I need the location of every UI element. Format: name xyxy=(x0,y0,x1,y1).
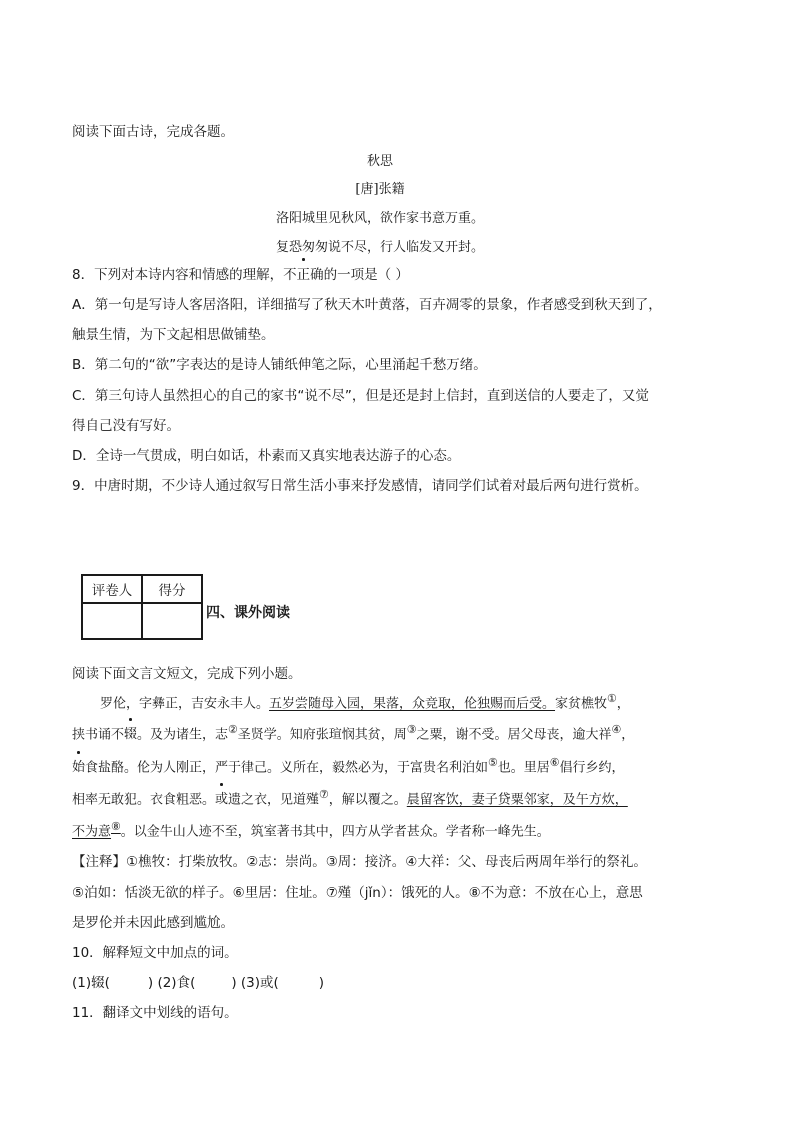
note-ref: ⑦ xyxy=(319,788,329,801)
note-ref: ② xyxy=(228,723,238,736)
question-10: 10．解释短文中加点的词。 xyxy=(72,945,238,961)
score-table-header-grader: 评卷人 xyxy=(82,575,142,603)
option-a-cont: 触景生情，为下文起相思做铺垫。 xyxy=(72,327,275,343)
passage-line: 不为意⑧。以金牛山人迹不至，筑室著书其中，四方从学者甚众。学者称一峰先生。 xyxy=(72,820,550,840)
notes-line: 是罗伦并未因此感到尴尬。 xyxy=(72,915,234,931)
note-ref: ⑥ xyxy=(549,756,560,769)
passage-line: 罗伦，字彝正，吉安永丰人。五岁尝随母入园，果落，众竞取，伦独赐而后受。家贫樵牧①， xyxy=(100,692,630,712)
score-table-header-score: 得分 xyxy=(142,575,202,603)
option-a: A．第一句是写诗人客居洛阳，详细描写了秋天木叶黄落，百卉凋零的景象，作者感受到秋天到了， xyxy=(72,297,662,313)
option-c-cont: 得自己没有写好。 xyxy=(72,418,180,434)
poem-line: 复恐匆匆说不尽，行人临发又开封。 xyxy=(275,240,484,255)
notes-line: ⑤泊如：恬淡无欲的样子。⑥里居：住址。⑦殣（jǐn）：饿死的人。⑧不为意：不放在心上，意思 xyxy=(72,885,643,901)
underlined-sentence: 五岁尝随母入园，果落，众竞取，伦独赐而后受。 xyxy=(269,696,556,712)
note-ref: ⑧ xyxy=(111,820,121,833)
note-ref: ③ xyxy=(406,723,417,736)
emphasis-word: 或 xyxy=(215,788,228,807)
note-ref: ④ xyxy=(611,723,622,736)
question-9: 9．中唐时期，不少诗人通过叙写日常生活小事来抒发感情，请同学们试着对最后两句进行赏析。 xyxy=(72,478,648,494)
question-8 xyxy=(72,263,409,283)
poem-line: 洛阳城里见秋风，欲作家书意万重。 xyxy=(275,211,484,226)
note-ref: ① xyxy=(607,692,617,705)
option-b: B．第二句的“欲”字表达的是诗人铺纸伸笔之际，心里涌起千愁万绪。 xyxy=(72,357,487,373)
question-text: 的一项是（ ） xyxy=(323,267,409,283)
notes-line: 【注释】①樵牧：打柴放牧。②志：崇尚。③周：接济。④大祥：父、母丧后两周年举行的祭礼。 xyxy=(72,854,647,870)
underlined-sentence: 不为意 xyxy=(72,824,112,840)
section-heading: 四、课外阅读 xyxy=(206,605,290,621)
option-d: D．全诗一气贯成，明白如话，朴素而又真实地表达游子的心态。 xyxy=(72,448,461,464)
score-table-cell[interactable] xyxy=(82,603,142,639)
passage-line: 始食盐酪。伦为人刚正，严于律己。义所在，毅然必为，于富贵名利泊如⑤也。里居⑥倡行乡约， xyxy=(72,756,625,776)
note-ref: ⑤ xyxy=(488,756,498,769)
emphasis-word: 不正确 xyxy=(283,267,324,283)
poem-title: 秋思 xyxy=(366,154,393,169)
score-table-cell[interactable] xyxy=(142,603,202,639)
passage-line: 挟书诵不辍。及为诸生，志②圣贤学。知府张瑄悯其贫，周③之粟，谢不受。居父母丧，逾大祥④， xyxy=(72,723,635,743)
passage-line: 相率无敢犯。衣食粗恶。或遗之衣，见道殣⑦，解以覆之。晨留客饮，妻子贷粟邻家，及午方炊， xyxy=(72,788,628,808)
intro-2: 阅读下面文言文短文，完成下列小题。 xyxy=(72,666,302,682)
emphasis-word: 辍 xyxy=(124,723,137,742)
question-text: 8．下列对本诗内容和情感的理解， xyxy=(72,267,284,283)
underlined-sentence: 晨留客饮，妻子贷粟邻家，及午方炊， xyxy=(406,792,628,808)
emphasis-word: 始 xyxy=(72,756,85,775)
score-table xyxy=(81,574,203,640)
intro: 阅读下面古诗，完成各题。 xyxy=(72,124,234,140)
option-c: C．第三句诗人虽然担心的自己的家书“说不尽”，但是还是封上信封，直到送信的人要走了，又觉 xyxy=(72,388,649,404)
poem-author: [唐]张籍 xyxy=(355,182,405,197)
question-10-blanks: (1)辍( ) (2)食( ) (3)或( ) xyxy=(72,975,325,991)
question-11: 11．翻译文中划线的语句。 xyxy=(72,1005,238,1021)
